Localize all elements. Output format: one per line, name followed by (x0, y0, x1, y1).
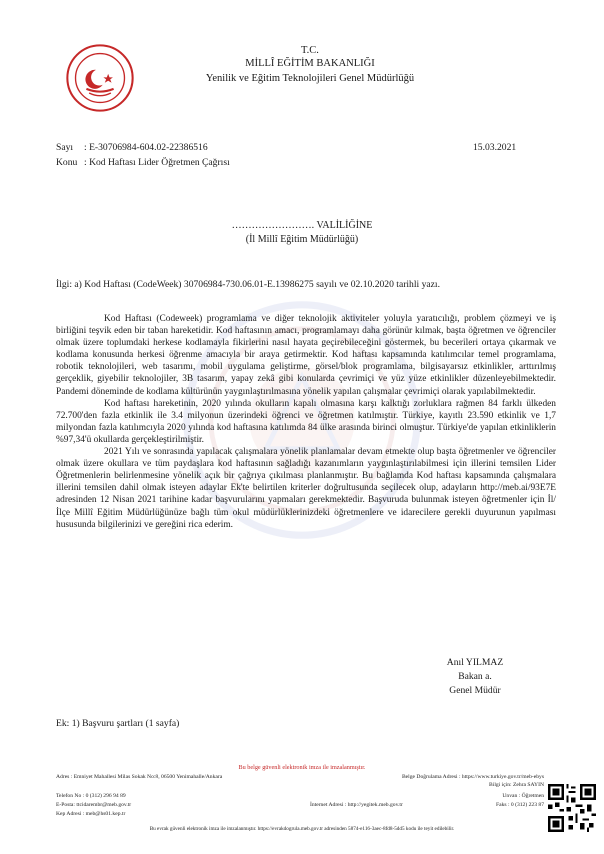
body-text (56, 313, 556, 531)
document-date: 15.03.2021 (473, 142, 517, 153)
signer-title-2: Genel Müdür (449, 685, 501, 696)
recipient-line1: ……………………. VALİLİĞİNE (231, 220, 373, 231)
footer-internet[interactable]: İnternet Adresi : http://yegitek.meb.gov.tr (310, 802, 403, 808)
paragraph-1: Kod Haftası (Codeweek) programlama ve diğer teknolojik aktiviteler yoluyla yaratıcılığı, problem çözmeyi ve iş birliğini teşvik eden bir taban hareketidir. Kod haftasının amacı, programlamayı daha görünür kılmak, başta öğretmen ve öğrenciler olmak üzere toplumdaki herkese kodlamayla fikirlerini nasıl hayata geçirebileceğini göstermek, bu becerileri ortaya çıkarmak ve kodlama konusunda herkesi öğrenme amacıyla bir araya getirmektir. Kod haftası kapsamında katılımcılar temel programlama, robotik teknolojileri, web tasarımı, mobil uygulama geliştirme, görsel/blok programlama, bilgisayarsız etkinlikler, arttırılmış gerçeklik, giyebilir teknolojiler, 3B tasarım, yapay zekâ gibi konularda çevrimiçi ve yüz yüze etkinlikler düzenleyebilmektedir. Pandemi döneminde de kodlama kültürünün yaygınlaştırılmasına yönelik yapılan çalışmalar çevrimiçi olarak yapılabilmektedir. (56, 314, 556, 397)
footer-address: Adres : Emniyet Mahallesi Milas Sokak No:8, 06500 Yenimahalle/Ankara (56, 774, 223, 780)
paragraph-2: Kod haftası hareketinin, 2020 yılında okulların kapalı olmasına karşı kalktığı zorluklara rağmen 84 farklı ülkeden 72.700'den fazla etkinlik ile 3.4 milyonun üzerindeki öğrenci ve öğretmen katılmıştır. Türkiye, kayıtlı 23.590 etkinlik ve 1,7 milyondan fazla katılımcıyla 2020 yılında kod haftasına katılımda 84 ülke arasında birinci olmuştur. Türkiye'de yapılan etkinliklerin %97,34'ü okullarda gerçekleştirilmiştir. (56, 398, 556, 445)
recipient-line2: (İl Millî Eğitim Müdürlüğü) (245, 234, 359, 245)
footer-verify: Belge Doğrulama Adresi : https://www.turkiye.gov.tr/meb-ebys (401, 774, 544, 780)
footer-phone: Telefon No : 0 (312) 296 94 89 (56, 793, 126, 799)
footer-unvan: Unvan : Öğretmen (502, 793, 544, 799)
ministry-logo-icon (66, 44, 134, 112)
reference-line: İlgi: a) Kod Haftası (CodeWeek) 30706984-730.06.01-E.13986275 sayılı ve 02.10.2020 tarihli yazı. (56, 279, 440, 290)
konu-label: Konu (56, 157, 78, 168)
signature-notice: Bu belge güvenli elektronik imza ile imzalanmıştır. (238, 764, 366, 771)
header-department: Yenilik ve Eğitim Teknolojileri Genel Müdürlüğü (205, 73, 415, 84)
paragraph-3: 2021 Yılı ve sonrasında yapılacak çalışmalara yönelik planlamalar devam etmekte olup başta öğretmenler ve öğrenciler olmak üzere okullara ve tüm paydaşlara kod haftasının sağladığı kazanımların yaygınlaştırılabilmesi için illerini temsilen Lider Öğretmenlerin belirlenmesine yönelik açık bir çağrıya çıkılması planlanmıştır. Bu bağlamda Kod haftası kapsamında çalışmalara illerini temsilen dahil olmak isteyen adaylar Ek'te belirtilen kriterler doğrultusunda seçilecek olup, adayların http://meb.ai/93E7E adresinden 12 Nisan 2021 tarihine kadar başvurularını yapmaları gerekmektedir. Başvuruda bulunmak isteyen öğretmenler için İl/İlçe Millî Eğitim Müdürlüğünüze bağlı tüm okul müdürlüklerinizdeki öğretmenlere ve idarecilere gerekli duyurunun yapılması hususunda bilgilerinizi ve gereğini rica ederim. (56, 447, 556, 530)
header-ministry: MİLLÎ EĞİTİM BAKANLIĞI (245, 58, 375, 69)
konu-value: : Kod Haftası Lider Öğretmen Çağrısı (84, 157, 230, 168)
footer-fax: Faks : 0 (312) 223 87 (495, 802, 544, 808)
footer-verification-code: Bu evrak güvenli elektronik imza ile imzalanmıştır. https://evrakdogrula.meb.gov.tr adresinden 5874-e116-3aec-8fd8-5dd5 kodu ile teyit edilebilir. (149, 826, 455, 832)
header-tc: T.C. (301, 45, 319, 56)
sayi-label: Sayı (56, 142, 74, 153)
signer-name: Anıl YILMAZ (446, 657, 504, 668)
attachment-line: Ek: 1) Başvuru şartları (1 sayfa) (56, 718, 180, 729)
footer-info: Bilgi için: Zehra SAYIN (489, 782, 544, 788)
qr-code-icon (548, 784, 596, 832)
sayi-value: : E-30706984-604.02-22386516 (84, 142, 208, 153)
footer-kep: Kep Adresi : meb@hs01.kep.tr (56, 811, 126, 817)
signer-title-1: Bakan a. (458, 671, 492, 682)
footer-email: E-Posta: ttcidarembr@meb.gov.tr (56, 802, 132, 808)
